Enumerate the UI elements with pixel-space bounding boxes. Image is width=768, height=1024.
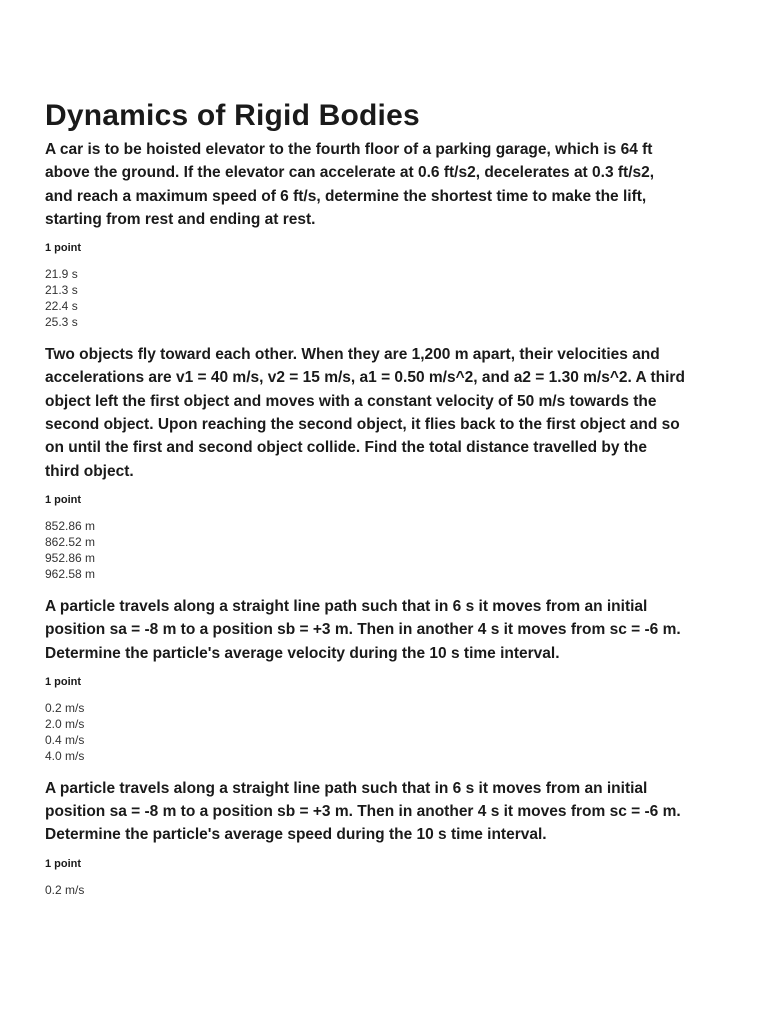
- answer-option[interactable]: 0.4 m/s: [45, 732, 85, 747]
- question-3: [45, 595, 685, 764]
- answer-option[interactable]: 952.86 m: [45, 550, 96, 565]
- page-title: Dynamics of Rigid Bodies: [45, 99, 420, 132]
- question-1: [45, 138, 685, 330]
- document-page: [45, 98, 685, 911]
- answer-options: [45, 518, 685, 582]
- answer-options: [45, 700, 685, 764]
- question-points: 1 point: [45, 242, 82, 255]
- question-text: A car is to be hoisted elevator to the fourth floor of a parking garage, which is 64 ft above the ground. If the elevator can accelerate at 0.6 ft/s2, decelerates at 0.3 ft/s2, and reach a maximum speed of 6 ft/s, determine the shortest time to make the lift, starting from rest and ending at rest.: [45, 141, 655, 228]
- answer-option[interactable]: 0.2 m/s: [45, 700, 85, 715]
- answer-option[interactable]: 21.9 s: [45, 267, 78, 282]
- answer-option[interactable]: 0.2 m/s: [45, 882, 85, 897]
- question-text: A particle travels along a straight line path such that in 6 s it moves from an initial position sa = -8 m to a position sb = +3 m. Then in another 4 s it moves from sc = -6 m. Determine the particle's average speed during the 10 s time interval.: [45, 779, 681, 844]
- answer-options: [45, 266, 685, 330]
- question-2: [45, 343, 685, 582]
- answer-option[interactable]: 22.4 s: [45, 299, 78, 314]
- question-points: 1 point: [45, 857, 82, 870]
- answer-option[interactable]: 2.0 m/s: [45, 716, 85, 731]
- answer-option[interactable]: 21.3 s: [45, 283, 78, 298]
- question-text: Two objects fly toward each other. When they are 1,200 m apart, their velocities and accelerations are v1 = 40 m/s, v2 = 15 m/s, a1 = 0.50 m/s^2, and a2 = 1.30 m/s^2. A third object left the first object and moves with a constant velocity of 50 m/s towards the second object. Upon reaching the second object, it flies back to the first object and so on until the first and second object collide. Find the total distance travelled by the third object.: [45, 346, 685, 480]
- answer-option[interactable]: 25.3 s: [45, 315, 78, 330]
- question-points: 1 point: [45, 675, 82, 688]
- answer-option[interactable]: 962.58 m: [45, 566, 96, 581]
- question-4: [45, 777, 685, 898]
- answer-option[interactable]: 4.0 m/s: [45, 748, 85, 763]
- question-text: A particle travels along a straight line path such that in 6 s it moves from an initial position sa = -8 m to a position sb = +3 m. Then in another 4 s it moves from sc = -6 m. Determine the particle's average velocity during the 10 s time interval.: [45, 597, 681, 662]
- answer-options: [45, 882, 685, 898]
- question-points: 1 point: [45, 493, 82, 506]
- answer-option[interactable]: 852.86 m: [45, 518, 96, 533]
- answer-option[interactable]: 862.52 m: [45, 534, 96, 549]
